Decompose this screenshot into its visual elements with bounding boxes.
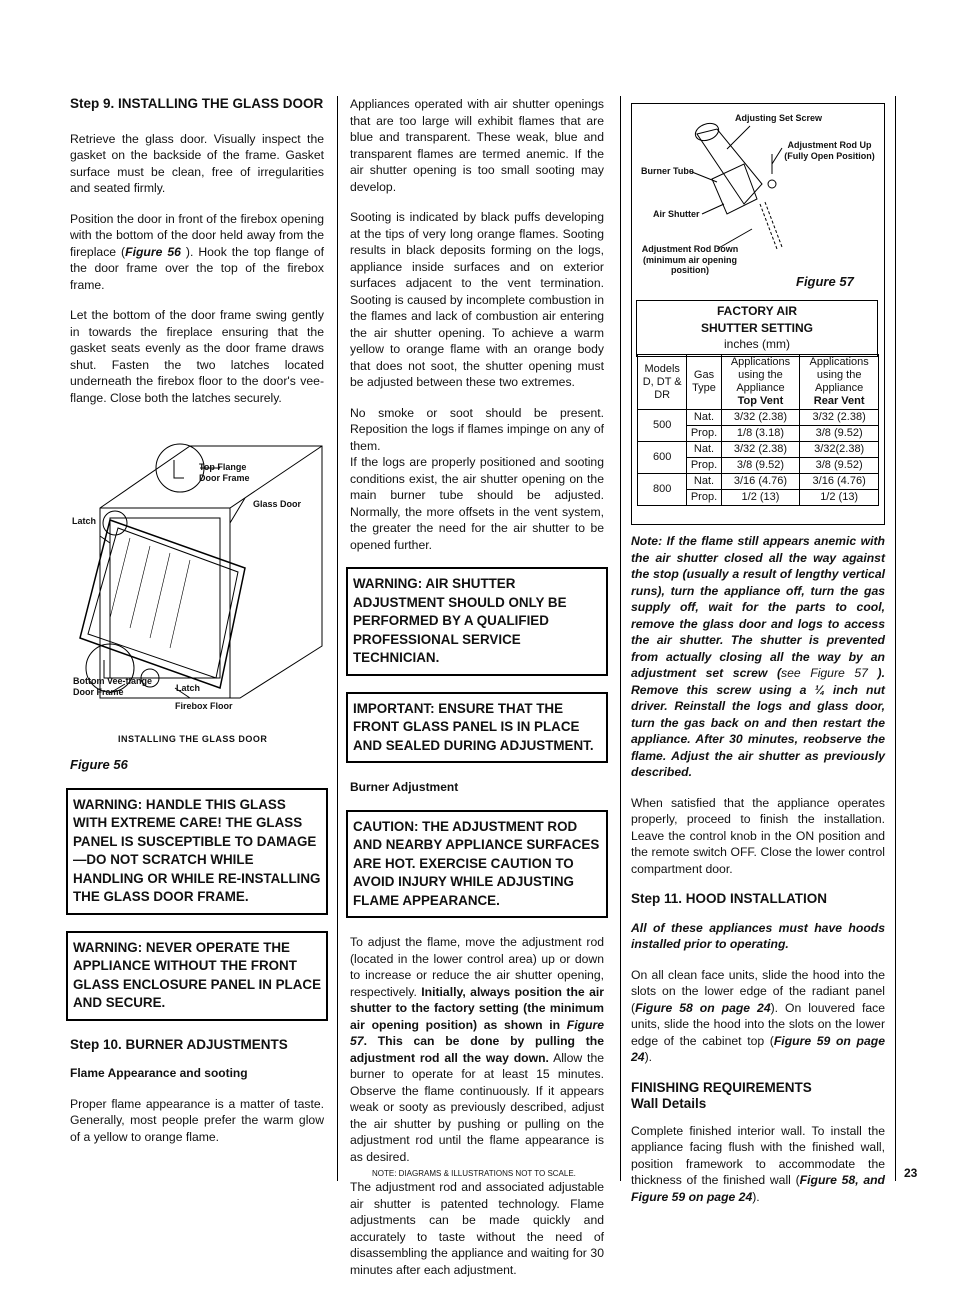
flame-appearance-paragraph: Proper flame appearance is a matter of taste. Generally, most people prefer the warm glow of a yellow to orange flame. [70,1096,324,1144]
important-front-glass: IMPORTANT: ENSURE THAT THE FRONT GLASS PANEL IS IN PLACE AND SEALED DURING ADJUSTMENT. [346,692,608,764]
anemic-flame-note: Note: If the flame still appears anemic with the air shutter closed all the way against the stop (usually a result of lengthy vertical runs), turn the appliance off, turn the gas supply off, wait for the parts to cool, remove the glass door and logs to access the air shutter. The shutter is prevented from actually closing all the way by an adjustment set screw (see Figure 57 ). Remove this screw using a ¼ inch nut driver. Reinstall the logs and glass door, turn the gas back on and then restart the appliance. After 30 minutes, reobserve the flame. Adjust the air shutter as previously described. [631,534,885,779]
hood-installation-paragraph: On all clean face units, slide the hood into the slots on the lower edge of the radiant panel (Figure 58 on page 24). On louvered face units, slide the hood into the slots on the lower edge of the cabinet top (Figure 59 on page 24). [631,967,885,1064]
wall-details-heading: Wall Details [631,1096,707,1111]
when-satisfied-paragraph: When satisfied that the appliance operates properly, proceed to finish the installation. Leave the control knob in the ON position and the remote switch OFF. Close the lower control compartment door. [631,795,885,876]
factory-air-table-title: FACTORY AIR SHUTTER SETTING inches (mm) [636,300,878,357]
warning-never-operate: WARNING: NEVER OPERATE THE APPLIANCE WITHOUT THE FRONT GLASS ENCLOSURE PANEL IN PLACE AND SECURE. [66,931,328,1021]
warning-handle-glass: WARNING: HANDLE THIS GLASS WITH EXTREME CARE! THE GLASS PANEL IS SUSCEPTIBLE TO DAMAGE—DO NOT SCRATCH WHILE HANDLING OR WHILE RE-INSTALLING THE GLASS DOOR FRAME. [66,788,328,915]
label-air-shutter: Air Shutter [653,209,700,219]
header-rear-vent: Applications using the Appliance Rear Vent [800,355,879,410]
step10-heading: Step 10. BURNER ADJUSTMENTS [70,1036,288,1052]
table-row: 800 Nat. 3/16 (4.76) 3/16 (4.76) [638,474,879,490]
step11-heading: Step 11. HOOD INSTALLATION [631,891,828,906]
label-adjusting-set-screw: Adjusting Set Screw [735,113,823,123]
no-smoke-paragraph: No smoke or soot should be present. Reposition the logs if flames impinge on any of them. [350,405,604,453]
hoods-required-note: All of these appliances must have hoods installed prior to operating. [631,920,885,951]
factory-air-table-wrapper [637,354,879,506]
footer-note: NOTE: DIAGRAMS & ILLUSTRATIONS NOT TO SCALE. [372,1169,576,1178]
burner-adjustment-heading: Burner Adjustment [350,780,459,794]
column-divider-1 [337,96,338,1181]
column-divider-3 [895,96,896,1181]
figure-57 [631,103,885,525]
table-header-row [638,355,879,410]
step9-heading: Step 9. INSTALLING THE GLASS DOOR [70,96,324,111]
table-row: 500 Nat. 3/32 (2.38) 3/32 (2.38) [638,410,879,426]
column-left [70,96,324,1159]
flame-appearance-heading: Flame Appearance and sooting [70,1066,248,1080]
table-row: Prop. 1/2 (13) 1/2 (13) [638,490,879,506]
step9-paragraph-1: Retrieve the glass door. Visually inspect the gasket on the backside of the frame. Gasket surface must be clean, free of irregularities and seated firmly. [70,131,324,195]
header-models: Models D, DT & DR [638,355,687,410]
label-firebox-floor: Firebox Floor [175,701,233,711]
label-adjustment-rod-down: Adjustment Rod Down (minimum air opening position) [641,244,739,275]
header-gas-type: Gas Type [687,355,721,410]
label-bottom-vee-flange: Bottom Vee-flange Door Frame [73,676,153,697]
column-divider-2 [620,96,621,1181]
table-row: 600 Nat. 3/32 (2.38) 3/32(2.38) [638,442,879,458]
finishing-requirements-heading: FINISHING REQUIREMENTS [631,1079,812,1095]
patented-technology-paragraph: The adjustment rod and associated adjustable air shutter is patented technology. Flame adjustments can be made quickly and accurately to taste without the need of disassembling the appliance and waiting for 30 minutes after each adjustment. [350,1180,604,1277]
figure-57-reference: Figure 57 [350,1017,604,1048]
column-right [631,99,885,1219]
label-latch-bottom: Latch [176,683,201,693]
column-middle [350,96,604,1292]
caution-adjustment-rod: CAUTION: THE ADJUSTMENT ROD AND NEARBY APPLIANCE SURFACES ARE HOT. EXERCISE CAUTION TO AVOID INJURY WHILE ADJUSTING FLAME APPEARANCE. [346,810,608,919]
air-shutter-paragraph-1: Appliances operated with air shutter openings that are too large will exhibit flames that are blue and transparent. These weak, blue and transparent flames are termed anemic. If the air shutter opening is too small sooting may develop. [350,97,604,194]
sooting-paragraph: Sooting is indicated by black puffs developing at the tips of very long orange flames. Sooting results in black deposits forming on the logs, appliance inside surfaces and on exterior surfaces adjacent to the vent termination. Sooting is caused by incomplete combustion in the flames and lack of combustion air entering the air shutter opening. To achieve a warm yellow to orange flame with an orange body that does not soot, the shutter opening must be adjusted between these two extremes. [350,210,604,389]
logs-positioned-paragraph: If the logs are properly positioned and sooting conditions exist, the air shutter opening on the main burner tube should be adjusted. Normally, the more offsets in the vent system, the greater the need for the air shutter to be opened further. [350,455,604,552]
table-row: Prop. 1/8 (3.18) 3/8 (9.52) [638,426,879,442]
label-burner-tube: Burner Tube [641,166,694,176]
figure-56-reference: Figure 56 [125,244,181,259]
label-latch-left: Latch [72,516,97,526]
step9-paragraph-3: Let the bottom of the door frame swing gently in towards the fireplace ensuring that the gasket seats evenly as the door frame draws shut. Fasten the two latches located underneath the firebox floor to the door's vee-flange. Close both the latches securely. [70,308,324,405]
figure-56-caption: Figure 56 [70,757,128,772]
factory-air-shutter-table [637,354,879,506]
label-glass-door: Glass Door [253,499,302,509]
wall-details-paragraph: Complete finished interior wall. To install the appliance facing flush with the finished wall, position framework to accommodate the thickness of the finished wall (Figure 58, and Figure 59 on page 24). [631,1123,885,1204]
header-top-vent: Applications using the Appliance Top Vent [721,355,800,410]
label-adjustment-rod-up: Adjustment Rod Up (Fully Open Position) [784,140,875,161]
warning-air-shutter: WARNING: AIR SHUTTER ADJUSTMENT SHOULD ONLY BE PERFORMED BY A QUALIFIED PROFESSIONAL SERVICE TECHNICIAN. [346,567,608,676]
page-number: 23 [904,1166,918,1180]
step9-paragraph-2: Position the door in front of the firebox opening with the bottom of the door held away from the fireplace (Figure 56 ). Hook the top flange of the door frame over the top of the firebox frame. [70,211,325,292]
figure-56 [70,428,324,753]
adjust-flame-paragraph: To adjust the flame, move the adjustment rod (located in the lower control area) up or down to increase or reduce the air shutter opening, respectively. Initially, always position the air shutter to the factory setting (the minimum air opening position) as shown in Figure 57. This can be done by pulling the adjustment rod all the way down. Allow the burner to operate for at least 15 minutes. Observe the flame continuously. If it appears weak or sooty as previously described, adjust the air shutter by pushing or pulling on the adjustment rod until the flame appearance is as desired. [350,935,604,1164]
table-row: Prop. 3/8 (9.52) 3/8 (9.52) [638,458,879,474]
label-top-flange: Top Flange Door Frame [199,462,250,483]
figure-57-caption: Figure 57 [796,274,854,289]
figure-56-title: INSTALLING THE GLASS DOOR [118,734,268,744]
